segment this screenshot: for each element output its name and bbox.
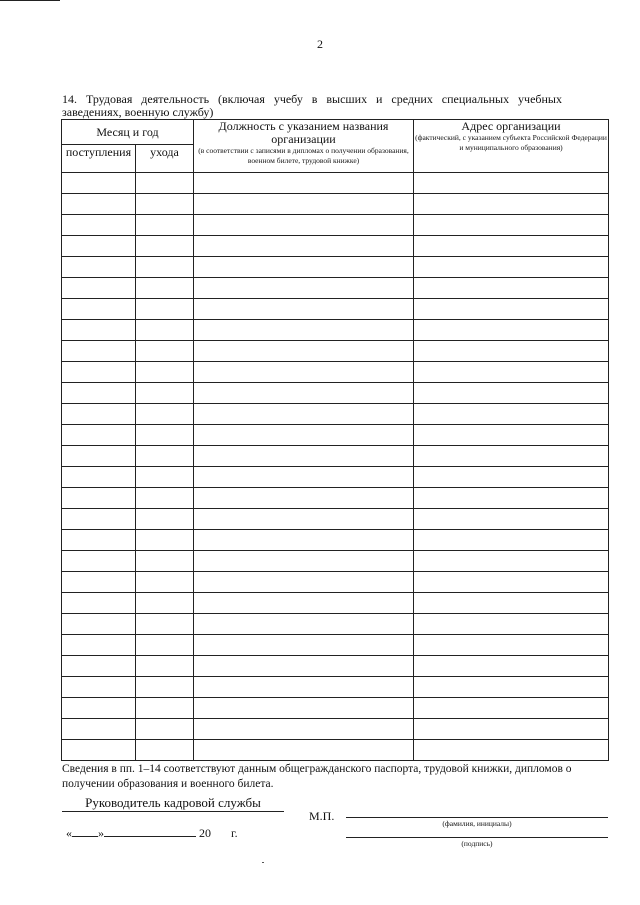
date-open-quote: «	[66, 826, 72, 840]
table-cell[interactable]	[62, 551, 136, 572]
date-close-quote: »	[98, 826, 104, 840]
table-cell[interactable]	[136, 446, 194, 467]
table-cell[interactable]	[194, 509, 414, 530]
table-row	[62, 341, 609, 362]
header-month-year: Месяц и год	[62, 120, 194, 145]
table-cell[interactable]	[194, 572, 414, 593]
table-cell[interactable]	[194, 299, 414, 320]
table-cell[interactable]	[62, 257, 136, 278]
table-row	[62, 194, 609, 215]
table-cell[interactable]	[414, 299, 609, 320]
table-cell[interactable]	[194, 467, 414, 488]
table-cell[interactable]	[136, 215, 194, 236]
table-cell[interactable]	[414, 383, 609, 404]
table-cell[interactable]	[62, 425, 136, 446]
table-row	[62, 656, 609, 677]
table-cell[interactable]	[136, 635, 194, 656]
table-row	[62, 425, 609, 446]
table-cell[interactable]	[62, 320, 136, 341]
table-cell[interactable]	[136, 593, 194, 614]
table-cell[interactable]	[194, 257, 414, 278]
table-row	[62, 530, 609, 551]
header-position-note: (в соответствии с записями в дипломах о получении образования, военном билете, трудовой книжке)	[198, 146, 409, 165]
table-cell[interactable]	[136, 236, 194, 257]
table-cell[interactable]	[62, 572, 136, 593]
table-cell[interactable]	[62, 719, 136, 740]
table-row	[62, 614, 609, 635]
header-address	[414, 120, 609, 173]
table-cell[interactable]	[62, 467, 136, 488]
table-cell[interactable]	[62, 341, 136, 362]
table-cell[interactable]	[194, 341, 414, 362]
scan-dot	[262, 862, 264, 863]
date-month-blank[interactable]	[104, 836, 196, 837]
table-cell[interactable]	[414, 656, 609, 677]
table-cell[interactable]	[414, 551, 609, 572]
table-cell[interactable]	[62, 299, 136, 320]
table-cell[interactable]	[194, 551, 414, 572]
table-cell[interactable]	[194, 278, 414, 299]
signature-caption: (подпись)	[461, 839, 493, 848]
table-row	[62, 362, 609, 383]
table-cell[interactable]	[194, 404, 414, 425]
table-cell[interactable]	[62, 383, 136, 404]
table-row	[62, 383, 609, 404]
table-cell[interactable]	[136, 551, 194, 572]
table-cell[interactable]	[62, 278, 136, 299]
table-cell[interactable]	[62, 488, 136, 509]
table-cell[interactable]	[136, 614, 194, 635]
table-cell[interactable]	[62, 509, 136, 530]
table-cell[interactable]	[414, 362, 609, 383]
fio-caption: (фамилия, инициалы)	[442, 819, 512, 828]
table-cell[interactable]	[194, 635, 414, 656]
table-cell[interactable]	[414, 341, 609, 362]
date-field	[66, 826, 238, 841]
table-cell[interactable]	[136, 509, 194, 530]
table-cell[interactable]	[136, 173, 194, 194]
header-position	[194, 120, 414, 173]
table-cell[interactable]	[414, 593, 609, 614]
table-row	[62, 299, 609, 320]
table-cell[interactable]	[194, 698, 414, 719]
table-cell[interactable]	[62, 593, 136, 614]
table-cell[interactable]	[62, 236, 136, 257]
table-cell[interactable]	[414, 677, 609, 698]
table-cell[interactable]	[194, 362, 414, 383]
table-cell[interactable]	[194, 194, 414, 215]
footer-statement: Сведения в пп. 1–14 соответствуют данным общегражданского паспорта, трудовой книжки, дипломов о получении образования и военного билета.	[62, 763, 572, 790]
table-cell[interactable]	[136, 383, 194, 404]
table-cell[interactable]	[136, 740, 194, 761]
table-cell[interactable]	[414, 194, 609, 215]
table-row	[62, 320, 609, 341]
table-cell[interactable]	[414, 614, 609, 635]
table-cell[interactable]	[62, 194, 136, 215]
table-cell[interactable]	[136, 467, 194, 488]
table-header-row	[62, 120, 609, 145]
table-cell[interactable]	[414, 257, 609, 278]
table-row	[62, 446, 609, 467]
table-cell[interactable]	[414, 215, 609, 236]
table-cell[interactable]	[414, 446, 609, 467]
table-cell[interactable]	[62, 173, 136, 194]
table-row	[62, 719, 609, 740]
table-cell[interactable]	[194, 320, 414, 341]
table-cell[interactable]	[136, 257, 194, 278]
table-cell[interactable]	[414, 488, 609, 509]
table-row	[62, 551, 609, 572]
table-cell[interactable]	[136, 299, 194, 320]
table-row	[62, 635, 609, 656]
page-number: 2	[317, 37, 323, 51]
table-cell[interactable]	[414, 719, 609, 740]
table-cell[interactable]	[194, 656, 414, 677]
table-row	[62, 236, 609, 257]
table-row	[62, 404, 609, 425]
header-address-note: (фактический, с указанием субъекта Российской Федерации и муниципального образования)	[415, 133, 607, 152]
table-cell[interactable]	[136, 362, 194, 383]
table-cell[interactable]	[414, 236, 609, 257]
table-cell[interactable]	[62, 404, 136, 425]
table-cell[interactable]	[194, 425, 414, 446]
date-year-prefix: 20	[199, 826, 211, 840]
table-cell[interactable]	[62, 635, 136, 656]
table-cell[interactable]	[194, 236, 414, 257]
header-entry: поступления	[62, 145, 136, 173]
table-cell[interactable]	[414, 173, 609, 194]
table-cell[interactable]	[62, 677, 136, 698]
table-cell[interactable]	[194, 383, 414, 404]
table-cell[interactable]	[136, 572, 194, 593]
table-cell[interactable]	[414, 278, 609, 299]
table-cell[interactable]	[414, 740, 609, 761]
header-position-label: Должность с указанием названия организации	[218, 119, 389, 146]
work-history-table	[61, 119, 609, 761]
table-cell[interactable]	[136, 320, 194, 341]
header-address-label: Адрес организации	[461, 119, 561, 133]
table-cell[interactable]	[194, 740, 414, 761]
table-cell[interactable]	[414, 425, 609, 446]
table-cell[interactable]	[194, 488, 414, 509]
date-year-blank[interactable]	[211, 836, 231, 837]
table-cell[interactable]	[414, 404, 609, 425]
table-cell[interactable]	[194, 173, 414, 194]
table-cell[interactable]	[194, 215, 414, 236]
stamp-place-label: М.П.	[309, 809, 335, 823]
hr-head-label: Руководитель кадровой службы	[62, 794, 284, 812]
table-cell[interactable]	[62, 530, 136, 551]
section-title: 14. Трудовая деятельность (включая учебу в высших и средних специальных учебных заведениях, военную службу)	[62, 92, 562, 119]
table-cell[interactable]	[136, 530, 194, 551]
date-year-suffix: г.	[231, 826, 238, 840]
table-cell[interactable]	[194, 593, 414, 614]
table-row	[62, 173, 609, 194]
table-row	[62, 257, 609, 278]
table-cell[interactable]	[414, 635, 609, 656]
table-cell[interactable]	[414, 530, 609, 551]
table-cell[interactable]	[62, 215, 136, 236]
table-cell[interactable]	[414, 698, 609, 719]
table-row	[62, 467, 609, 488]
table-cell[interactable]	[136, 719, 194, 740]
table-cell[interactable]	[62, 614, 136, 635]
table-cell[interactable]	[62, 698, 136, 719]
table-cell[interactable]	[136, 698, 194, 719]
table-row	[62, 698, 609, 719]
table-cell[interactable]	[136, 278, 194, 299]
table-cell[interactable]	[194, 614, 414, 635]
corner-mark	[0, 0, 60, 1]
signature-line[interactable]	[346, 837, 608, 838]
table-cell[interactable]	[136, 677, 194, 698]
table-row	[62, 677, 609, 698]
table-cell[interactable]	[194, 530, 414, 551]
table-cell[interactable]	[194, 446, 414, 467]
table-cell[interactable]	[194, 677, 414, 698]
table-cell[interactable]	[414, 320, 609, 341]
table-cell[interactable]	[136, 488, 194, 509]
table-cell[interactable]	[62, 446, 136, 467]
table-row	[62, 509, 609, 530]
table-cell[interactable]	[136, 425, 194, 446]
table-cell[interactable]	[194, 719, 414, 740]
table-cell[interactable]	[136, 656, 194, 677]
header-exit: ухода	[136, 145, 194, 173]
table-cell[interactable]	[62, 362, 136, 383]
table-row	[62, 215, 609, 236]
table-cell[interactable]	[62, 656, 136, 677]
table-row	[62, 740, 609, 761]
table-cell[interactable]	[62, 740, 136, 761]
date-day-blank[interactable]	[72, 836, 98, 837]
table-cell[interactable]	[414, 509, 609, 530]
table-cell[interactable]	[136, 404, 194, 425]
table-cell[interactable]	[414, 572, 609, 593]
fio-line[interactable]	[346, 817, 608, 818]
table-cell[interactable]	[136, 194, 194, 215]
table-row	[62, 572, 609, 593]
table-row	[62, 593, 609, 614]
table-cell[interactable]	[136, 341, 194, 362]
table-row	[62, 488, 609, 509]
table-cell[interactable]	[414, 467, 609, 488]
table-row	[62, 278, 609, 299]
